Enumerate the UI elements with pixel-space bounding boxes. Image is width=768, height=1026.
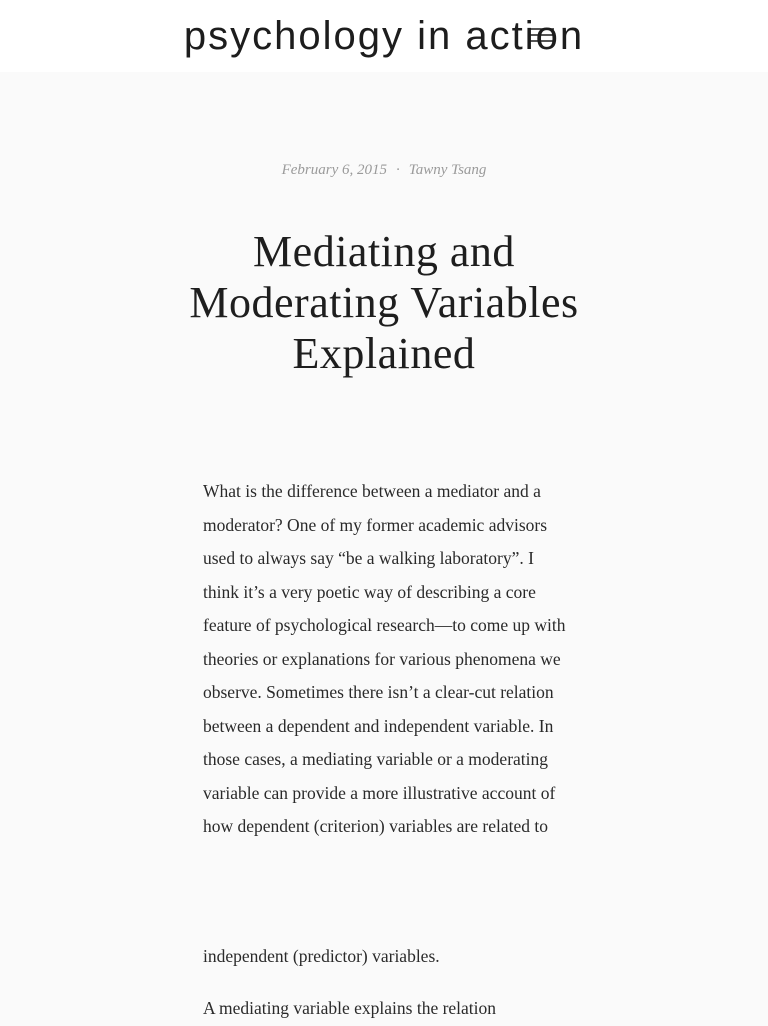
hamburger-menu-icon bbox=[528, 22, 556, 48]
menu-button[interactable] bbox=[528, 22, 556, 48]
post-meta bbox=[0, 162, 768, 179]
site-header bbox=[0, 0, 768, 72]
post-author[interactable]: Tawny Tsang bbox=[408, 162, 487, 178]
post-title: Mediating and Moderating Variables Explained bbox=[189, 227, 579, 378]
article-paragraph: independent (predictor) variables. bbox=[203, 946, 440, 966]
post-date[interactable]: February 6, 2015 bbox=[281, 162, 387, 178]
meta-separator: · bbox=[395, 162, 400, 178]
article-paragraph: What is the difference between a mediator and a moderator? One of my former academic advisors used to always say “be a walking laboratory”. I think it’s a very poetic way of describing a core feature of psychological research—to come up with theories or explanations for various phenomena we observe. Sometimes there isn’t a clear-cut relation between a dependent and independent variable. In those cases, a mediating variable or a moderating variable can provide a more illustrative account of how dependent (criterion) variables are related to bbox=[203, 481, 566, 836]
article-paragraph: A mediating variable explains the relation bbox=[203, 998, 497, 1018]
site-title[interactable]: psychology in action bbox=[183, 14, 585, 58]
